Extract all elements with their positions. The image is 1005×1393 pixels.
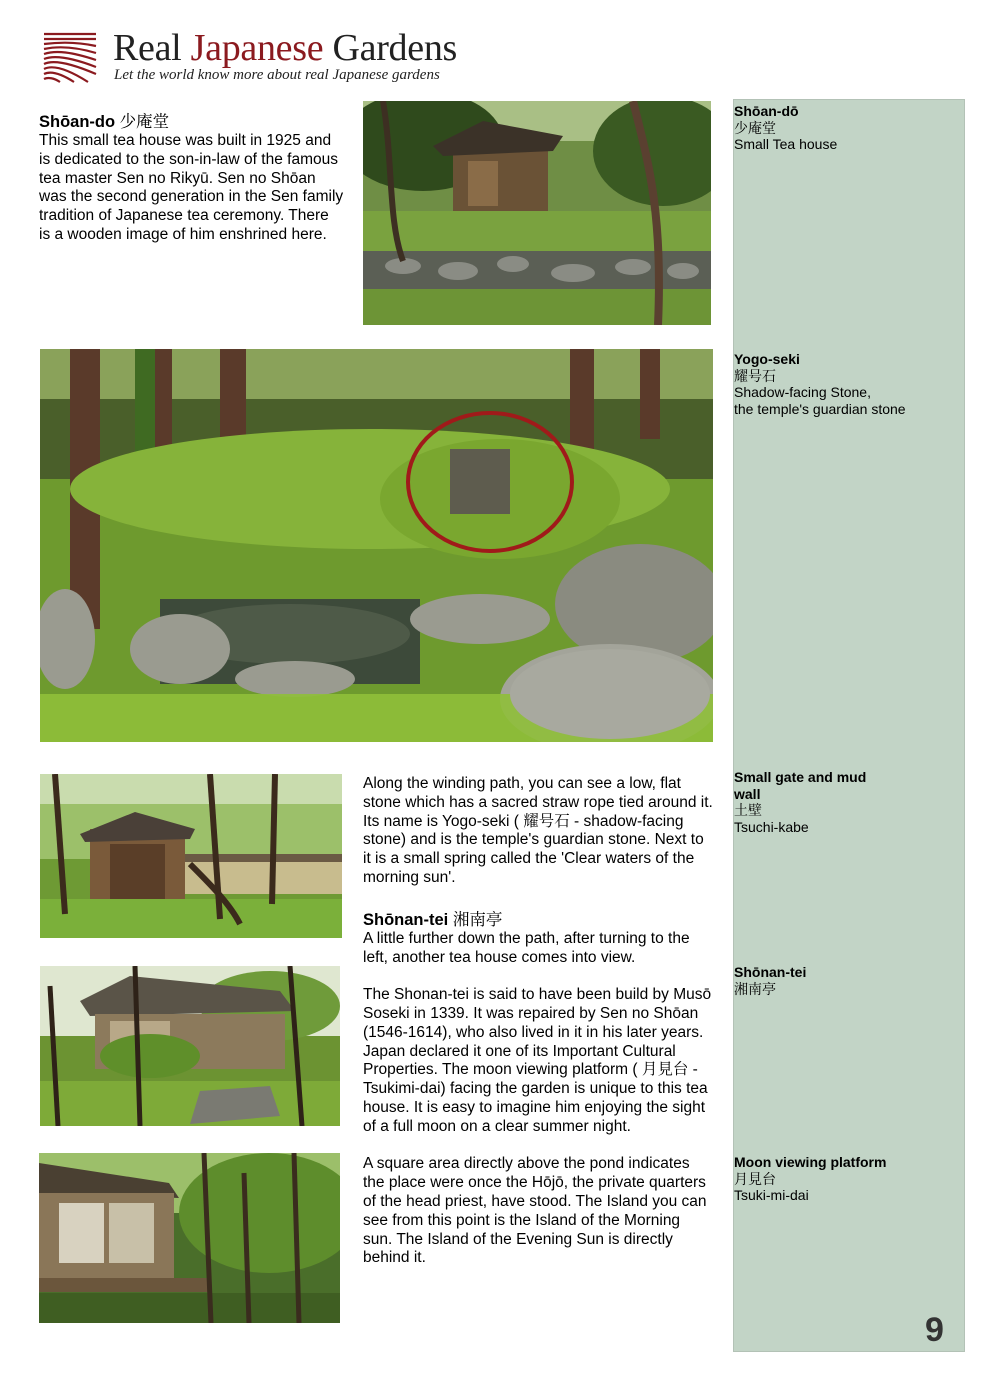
- wave-lines-logo-icon: [42, 30, 98, 84]
- sidebar-entry-title: Shōnan-tei: [734, 964, 807, 980]
- sidebar-entry-jp: 耀号石: [734, 367, 776, 384]
- page-number: 9: [925, 1311, 944, 1349]
- brand-title-accent: Japanese: [190, 27, 324, 69]
- brand-tagline: Let the world know more about real Japanese gardens: [114, 67, 440, 83]
- sidebar-entry-yogoseki: [734, 351, 959, 417]
- shoando-title: [39, 108, 344, 132]
- shonantei-title: [363, 906, 713, 930]
- brand-title-part1: Real: [113, 27, 191, 69]
- sidebar-entry-title: wall: [734, 785, 761, 802]
- sidebar-entry-desc: Small Tea house: [734, 136, 838, 152]
- shonantei-paragraph-2: The Shonan-tei is said to have been build by Musō Soseki in 1339. It was repaired by Sen no Shōan (1546-1614), who also lived in it in his later years. Japan declared it one of its Important Cultural Properties. The moon viewing platform ( 月見台 -Tsukimi-dai) facing the garden is unique to this tea house. It is easy to imagine him enjoying the sight of a full moon on a clear summer night.: [363, 986, 712, 1135]
- shonantei-photo: [40, 966, 340, 1126]
- sidebar-entry-shoando: [734, 103, 959, 153]
- moon-platform-photo: [39, 1153, 340, 1323]
- sidebar-entry-title: Shōan-dō: [734, 103, 799, 119]
- sidebar-entry-desc: Tsuchi-kabe: [734, 818, 809, 835]
- sidebar-entry-title: Yogo-seki: [734, 351, 800, 367]
- sidebar-entry-gate: [734, 769, 959, 835]
- shoando-title-en: Shōan-do: [39, 113, 116, 131]
- shonantei-paragraph-3: A square area directly above the pond indicates the place were once the Hōjō, the private quarters of the head priest, have stood. The Island you can see from this point is the Island of the Morning sun. The Island of the Evening Sun is directly behind it.: [363, 1155, 707, 1267]
- shoando-section: [39, 108, 344, 245]
- sidebar-entry-jp: 月見台: [734, 1170, 776, 1187]
- sidebar-entry-title: Moon viewing platform: [734, 1154, 887, 1170]
- sidebar-entry-jp: 少庵堂: [734, 119, 776, 136]
- sidebar-entry-jp: 湘南亭: [734, 980, 776, 997]
- shonantei-title-en: Shōnan-tei: [363, 910, 449, 929]
- brand-title-part3: Gardens: [323, 27, 458, 69]
- sidebar-entry-desc: the temple's guardian stone: [734, 400, 906, 417]
- gate-mud-wall-photo: [40, 774, 342, 938]
- sidebar-entry-title: Small gate and mud: [734, 769, 867, 785]
- brand-title: [113, 26, 457, 70]
- shoando-title-jp: 少庵堂: [119, 113, 170, 131]
- article-column: [363, 775, 713, 1268]
- sidebar-entry-shonantei: [734, 964, 959, 997]
- shonantei-title-jp: 湘南亭: [452, 910, 503, 929]
- path-paragraph: Along the winding path, you can see a low, flat stone which has a sacred straw rope tied around it. Its name is Yogo-seki ( 耀号石 - shadow-facing stone) and is the temple's guardian stone. Next to it is a small spring called the 'Clear waters of the morning sun'.: [363, 775, 713, 886]
- shoando-text: This small tea house was built in 1925 and is dedicated to the son-in-law of the famous tea master Sen no Rikyū. Sen no Shōan was the second generation in the Sen family tradition of Japanese tea ceremony. There is a wooden image of him enshrined here.: [39, 132, 344, 243]
- moss-garden-photo: [40, 349, 713, 742]
- sidebar-entry-desc: Tsuki-mi-dai: [734, 1187, 809, 1203]
- sidebar-entry-desc: Shadow-facing Stone,: [734, 384, 871, 400]
- sidebar-entry-moon-platform: [734, 1154, 959, 1204]
- tea-house-photo: [363, 101, 711, 325]
- sidebar-entry-jp: 土壁: [734, 802, 762, 818]
- shonantei-paragraph-1: A little further down the path, after turning to the left, another tea house comes into view.: [363, 929, 690, 966]
